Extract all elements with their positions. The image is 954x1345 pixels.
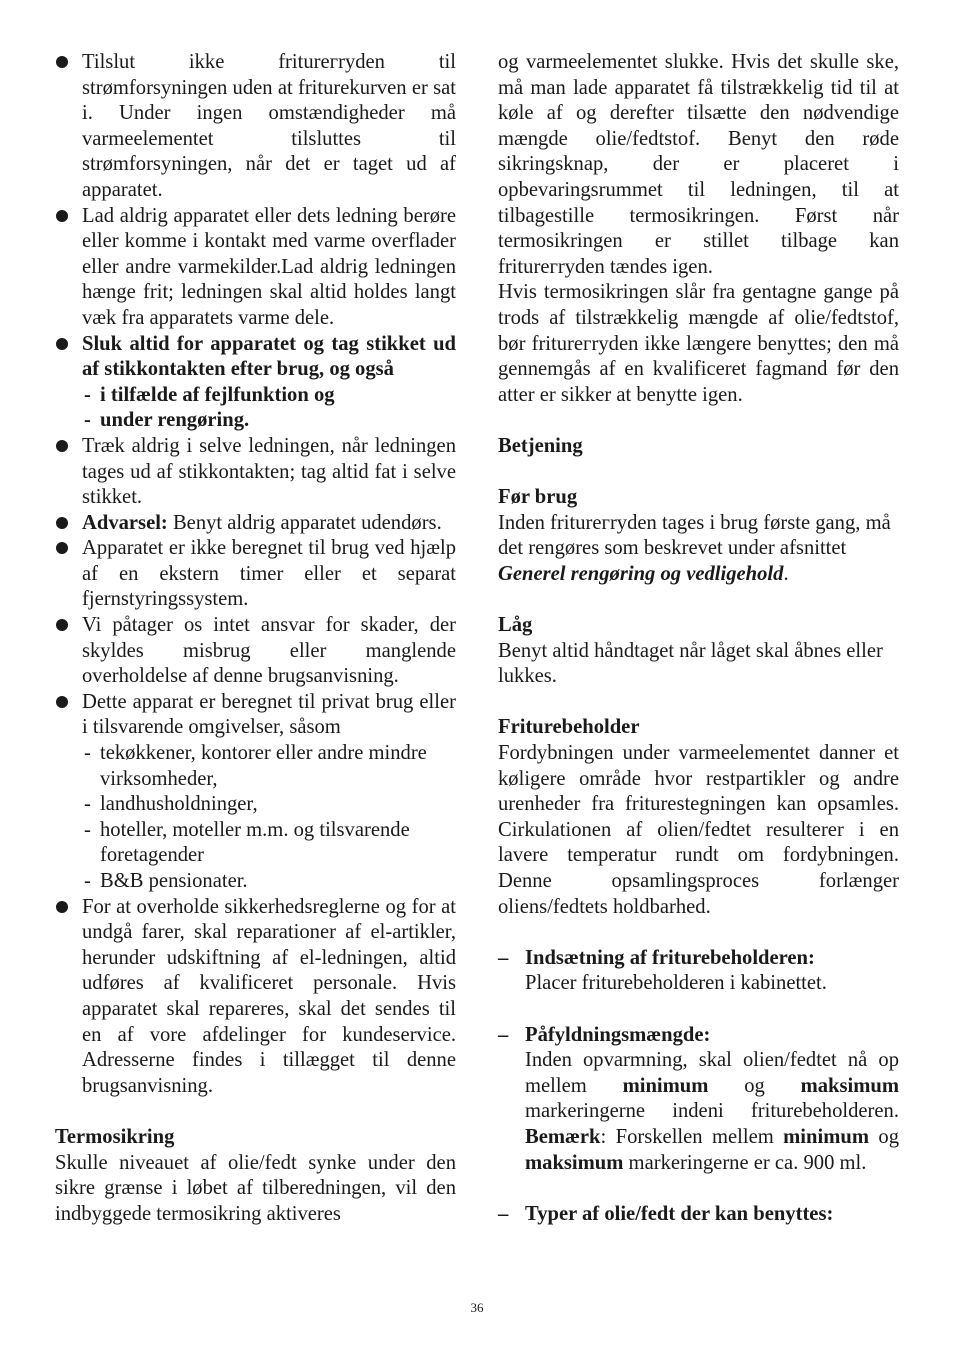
thermal-fuse-continued: og varmeelementet slukke. Hvis det skulle ske, må man lade apparatet få tilstrækkelig tid til at køle af og derefter tilsætte den nødvendige mængde olie/fedtstof. Benyt den røde sikringsknap, der er placeret i opbevaringsrummet til ledningen, til at tilbagestille termosikringen. Først når termosikringen er stillet tilbage kan friturегryden tændes igen. [498, 51, 899, 278]
page-number: 36 [470, 1300, 484, 1315]
thermal-fuse-heading: Termosikring [55, 1125, 175, 1148]
use-subitem-kitchens: - tekøkkener, kontorer eller andre mindre virksomheder, [82, 741, 456, 792]
safety-subitem-malfunction: - i tilfælde af fejlfunktion og [82, 383, 456, 409]
warning-label: Advarsel: [82, 511, 168, 534]
oil-types-label: – Typer af olie/fedt der kan benyttes: [498, 1202, 899, 1228]
thermal-fuse-repeat: Hvis termosikringen slår fra gentagne gange på trods af tilstrækkelig mængde af olie/fedtstof, bør friturегryden ikke længere benyttes; den må gennemgås af en kvalificeret fagmand før den atter er sikker at benytte igen. [498, 281, 899, 406]
warning-text: Benyt aldrig apparatet udendørs. [167, 511, 442, 534]
note-label: Bemærk [525, 1125, 601, 1148]
lid-heading: Låg [498, 614, 533, 637]
lid-text: Benyt altid håndtaget når låget skal åbnes eller lukkes. [498, 639, 883, 688]
thermal-fuse-text: Skulle niveauet af olie/fedt synke under den sikre grænse i løbet af tilberedningen, vil den indbyggede termosikring aktiveres [55, 1151, 456, 1225]
minimum-term: minimum [622, 1074, 709, 1097]
operation-heading: Betjening [498, 434, 583, 457]
safety-item-liability: Vi påtager os intet ansvar for skader, der skyldes misbrug eller manglende overholdelse af denne brugsanvisning. [55, 613, 456, 690]
cleaning-reference: Generel rengøring og vedligehold [498, 562, 784, 585]
fryer-container-heading: Friturebeholder [498, 716, 640, 739]
filling-text: Inden opvarmning, skal olien/fedtet nå op mellem minimum og maksimum markeringerne indeni friturebeholderen. Bemærk: Forskellen mellem minimum og maksimum markeringerne er ca. 900 ml. [525, 1049, 899, 1174]
left-column [55, 50, 456, 1227]
insertion-text: Placer friturebeholderen i kabinettet. [525, 972, 827, 995]
fryer-container-text: Fordybningen under varmeelementet danner et køligere område hvor restpartikler og andre urenheder fra friturestegningen kan opsamles. Cirkulationen af olien/fedtet resulterer i en lavere temperatur rundt om fordybningen. Denne opsamlingsproces forlænger oliens/fedtets holdbarhed. [498, 742, 899, 918]
safety-subitem-cleaning: - under rengøring. [82, 408, 456, 434]
use-subitem-farmhouses: - landhusholdninger, [82, 792, 456, 818]
before-use-heading: Før brug [498, 486, 578, 509]
safety-item-private-use: Dette apparat er beregnet til privat brug eller i tilsvarende omgivelser, såsom [55, 690, 456, 741]
right-column [498, 50, 899, 1227]
safety-item-cord-heat: Lad aldrig apparatet eller dets ledning berøre eller komme i kontakt med varme overflader eller andre varmekilder.Lad aldrig ledningen hænge frit; ledningen skal altid holdes langt væk fra apparatets varme dele. [55, 204, 456, 332]
safety-item-plug: Tilslut ikke friturегryden til strømforsyningen uden at friturekurven er sat i. Under ingen omstændigheder må varmeelementet tilsluttes til strømforsyningen, når det er taget ud af apparatet. [55, 50, 456, 204]
safety-item-unplug: Sluk altid for apparatet og tag stikket ud af stikkontakten efter brug, og også [55, 332, 456, 383]
maximum-term: maksimum [800, 1074, 899, 1097]
use-subitem-bnb: - B&B pensionater. [82, 869, 456, 895]
filling-label: – Påfyldningsmængde: [498, 1023, 899, 1049]
before-use-text: Inden friturегryden tages i brug første gang, må det rengøres som beskrevet under afsnittet Generel rengøring og vedligehold. [498, 511, 891, 585]
safety-item-repairs: For at overholde sikkerhedsreglerne og for at undgå farer, skal reparationer af el-artikler, herunder udskiftning af el-ledningen, altid udføres af kvalificeret personale. Hvis apparatet skal repareres, skal det sendes til en af vore afdelinger for kundeservice. Adresserne findes i tillægget til denne brugsanvisning. [55, 895, 456, 1100]
safety-item-pull-cord: Træk aldrig i selve ledningen, når ledningen tages ud af stikkontakten; tag altid fat i selve stikket. [55, 434, 456, 511]
insertion-label: – Indsætning af friturebeholderen: [498, 946, 899, 972]
use-subitem-hotels: - hoteller, moteller m.m. og tilsvarende foretagender [82, 818, 456, 869]
safety-item-warning [55, 511, 456, 537]
safety-item-timer: Apparatet er ikke beregnet til brug ved hjælp af en ekstern timer eller et separat fjernstyringssystem. [55, 536, 456, 613]
